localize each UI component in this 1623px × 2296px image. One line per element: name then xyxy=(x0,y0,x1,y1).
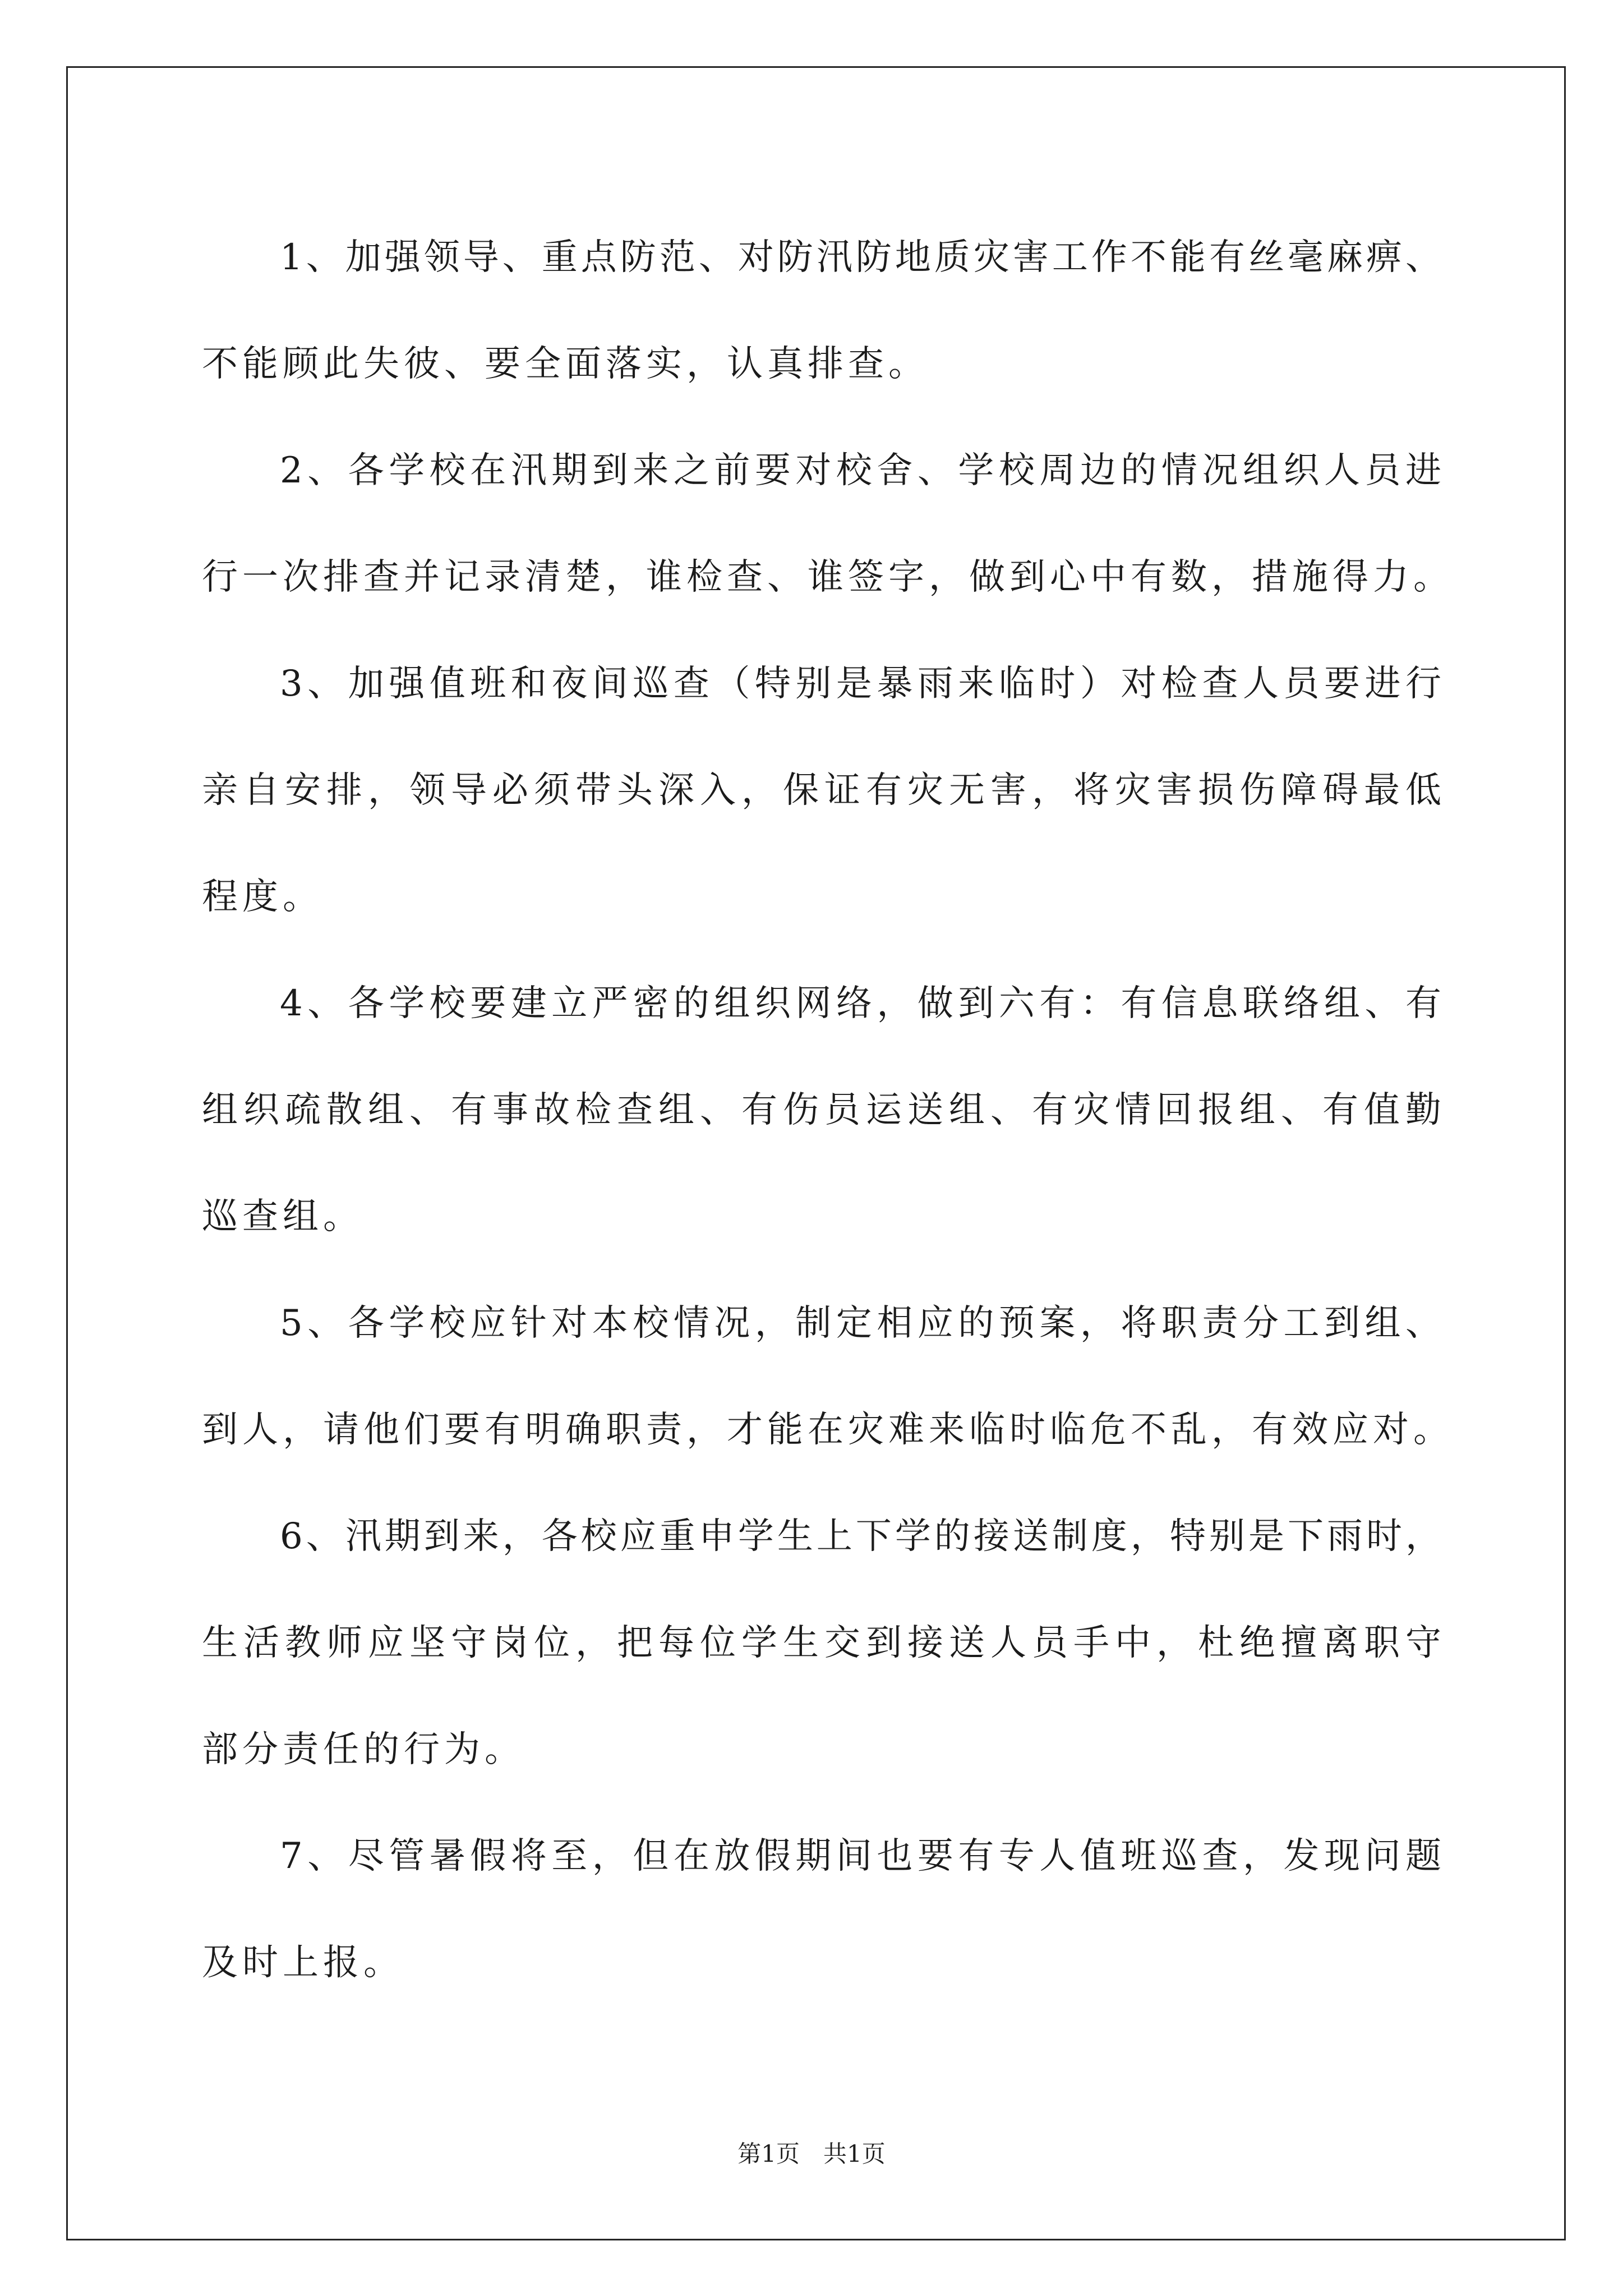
paragraph-line: 及时上报。 xyxy=(202,1942,404,1984)
paragraph-line: 3、加强值班和夜间巡查（特别是暴雨来临时）对检查人员要进行 xyxy=(280,663,1441,705)
paragraph-line: 行一次排查并记录清楚，谁检查、谁签字，做到心中有数，措施得力。 xyxy=(202,556,1454,598)
paragraph-4 xyxy=(202,950,1441,1270)
paragraph-line: 4、各学校要建立严密的组织网络，做到六有：有信息联络组、有 xyxy=(280,983,1441,1024)
paragraph-2 xyxy=(202,417,1454,631)
paragraph-line: 部分责任的行为。 xyxy=(202,1729,525,1770)
page-footer: 第1页 共1页 xyxy=(737,2140,886,2168)
paragraph-line: 7、尽管暑假将至，但在放假期间也要有专人值班巡查，发现问题 xyxy=(280,1835,1441,1877)
paragraph-line: 到人，请他们要有明确职责，才能在灾难来临时临危不乱，有效应对。 xyxy=(202,1409,1454,1451)
paragraph-line: 程度。 xyxy=(202,876,323,918)
paragraph-1 xyxy=(202,204,1441,417)
paragraph-line: 亲自安排，领导必须带头深入，保证有灾无害，将灾害损伤障碍最低 xyxy=(202,770,1441,811)
paragraph-line: 生活教师应坚守岗位，把每位学生交到接送人员手中，杜绝擅离职守 xyxy=(202,1622,1441,1664)
paragraph-line: 组织疏散组、有事故检查组、有伤员运送组、有灾情回报组、有值勤 xyxy=(202,1089,1441,1131)
paragraph-line: 不能顾此失彼、要全面落实，认真排查。 xyxy=(202,343,929,385)
document-body xyxy=(202,204,1454,2016)
paragraph-line: 巡查组。 xyxy=(202,1196,363,1237)
paragraph-6 xyxy=(202,1483,1441,1803)
paragraph-5 xyxy=(202,1270,1454,1483)
paragraph-line: 6、汛期到来，各校应重申学生上下学的接送制度，特别是下雨时， xyxy=(280,1516,1441,1557)
paragraph-7 xyxy=(202,1803,1441,2016)
paragraph-line: 5、各学校应针对本校情况，制定相应的预案，将职责分工到组、 xyxy=(280,1303,1441,1344)
paragraph-line: 1、加强领导、重点防范、对防汛防地质灾害工作不能有丝毫麻痹、 xyxy=(280,237,1441,278)
paragraph-3 xyxy=(202,631,1441,950)
paragraph-line: 2、各学校在汛期到来之前要对校舍、学校周边的情况组织人员进 xyxy=(280,450,1441,491)
